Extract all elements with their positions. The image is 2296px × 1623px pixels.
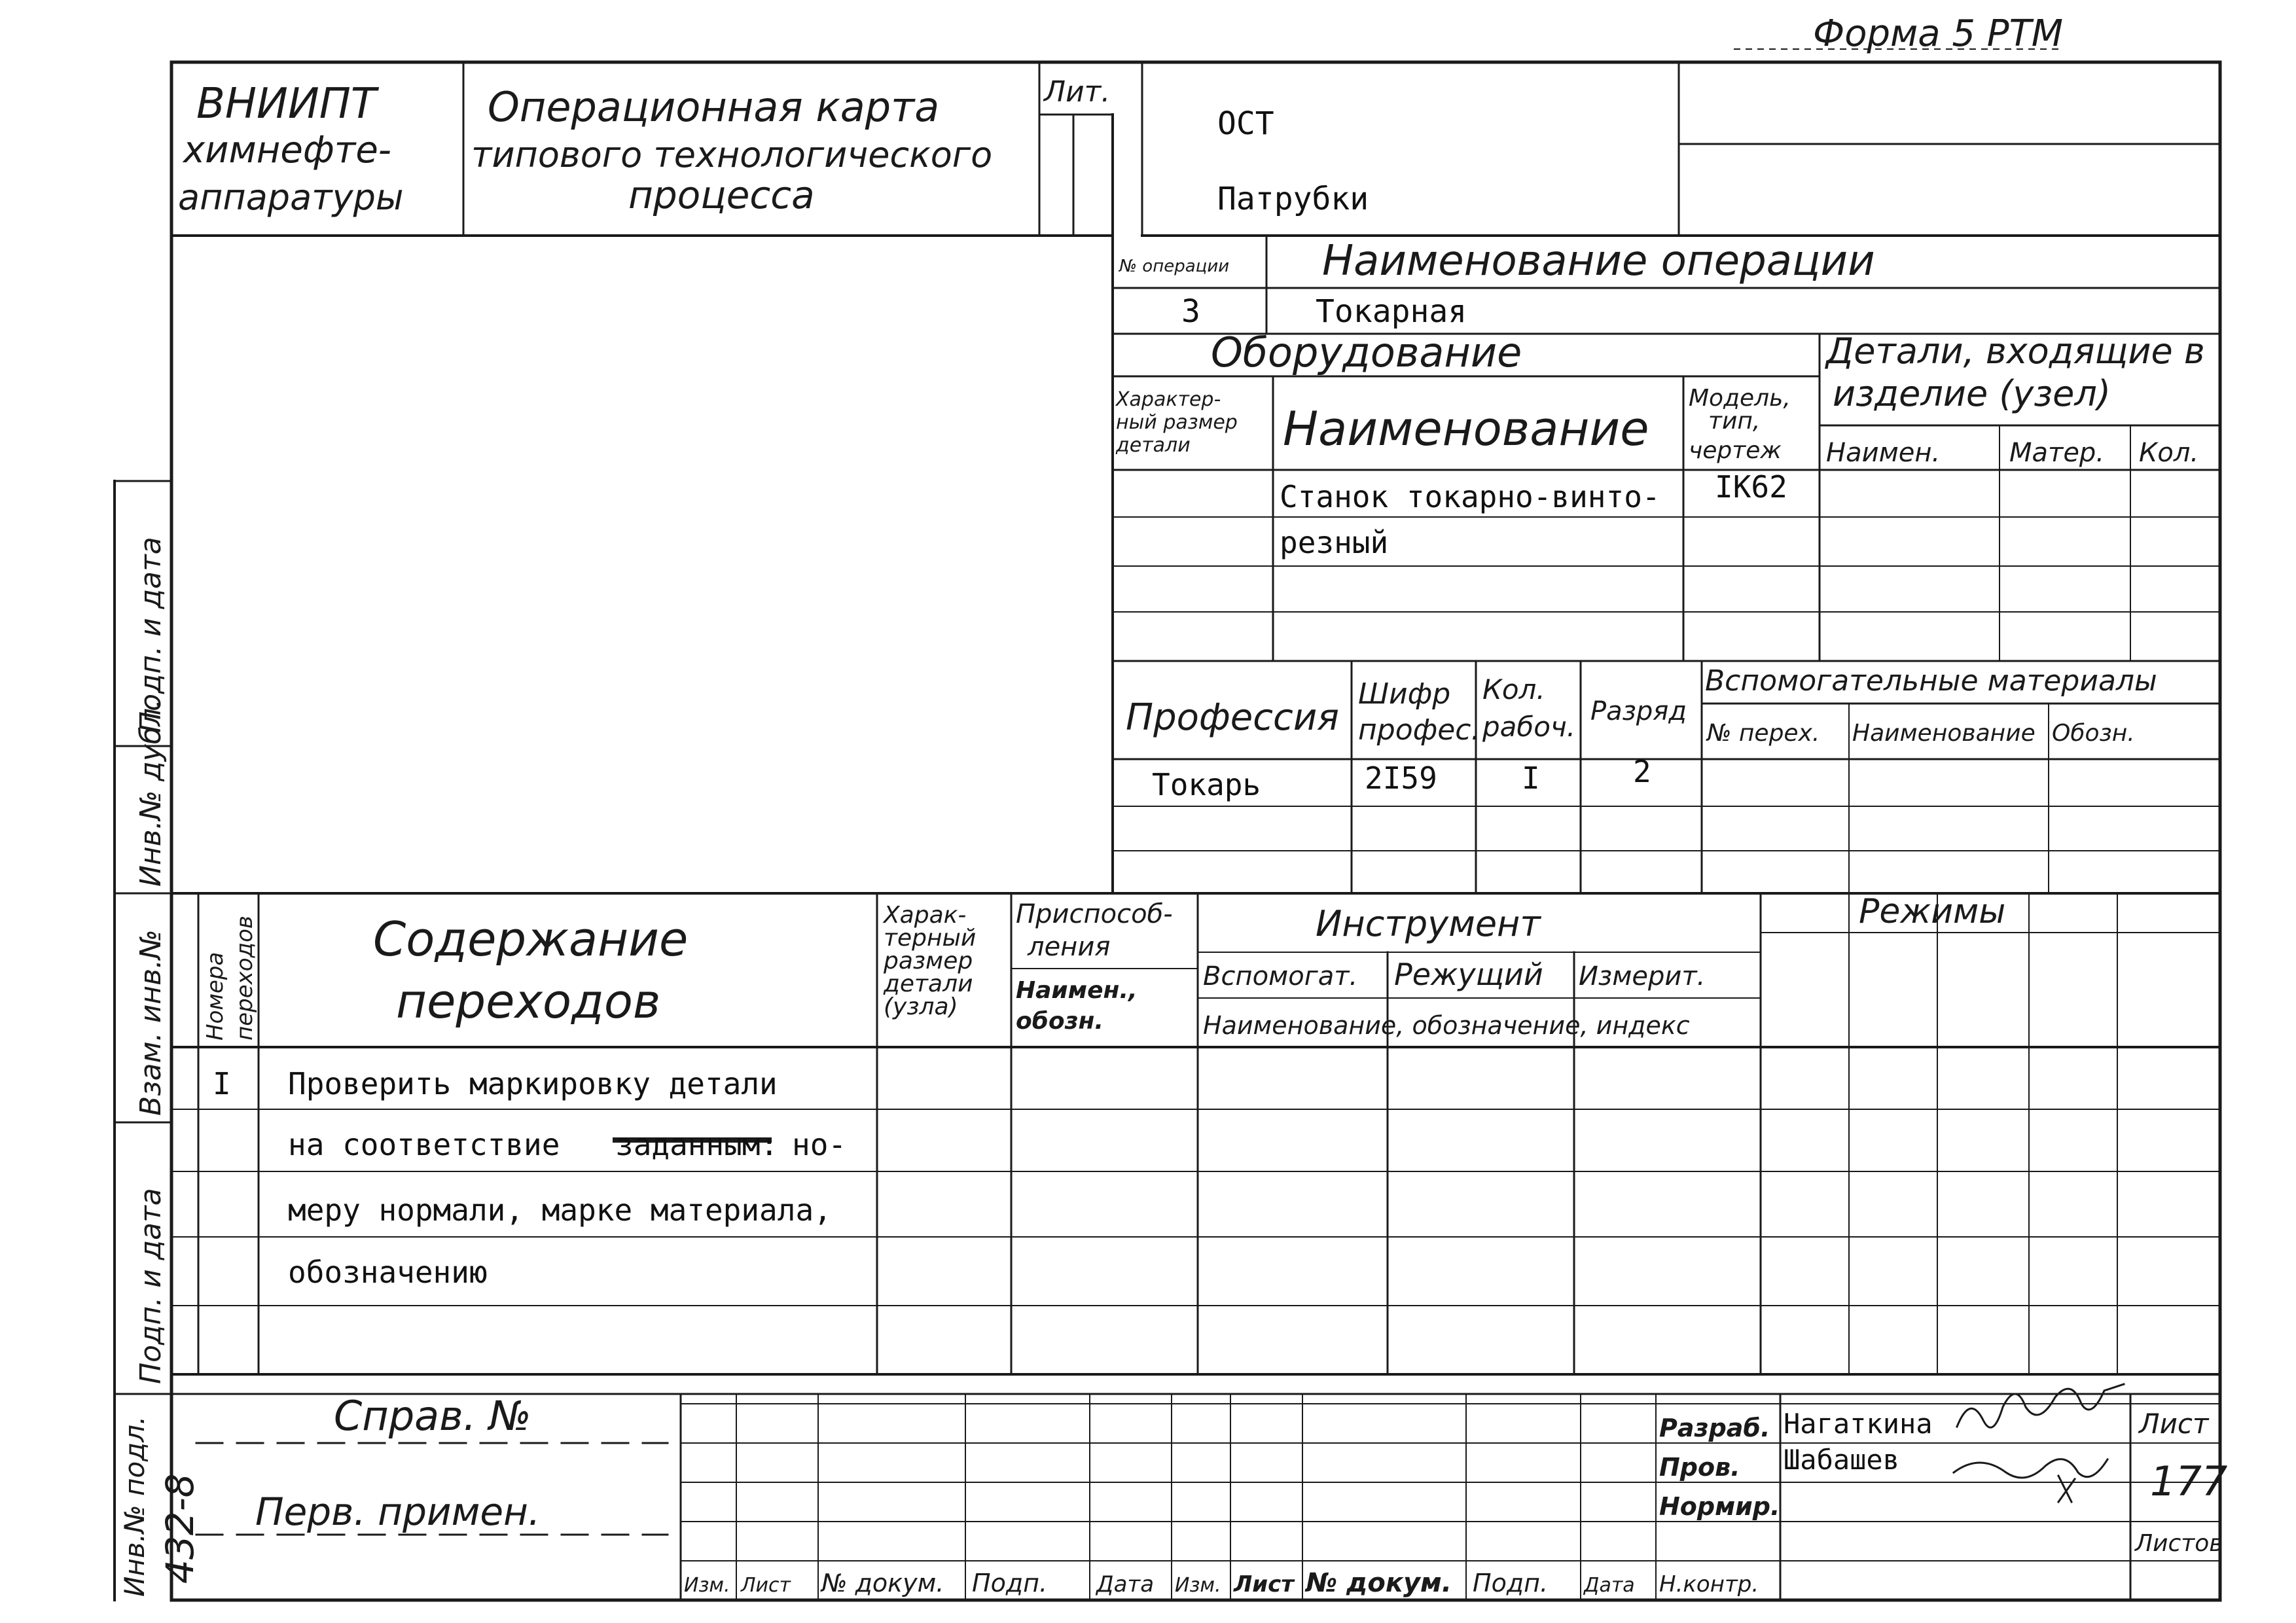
parts-col-name: Наимен. [1826,438,1941,468]
side-inventory-number: 432-8 [158,1473,202,1584]
developer-name: Нагаткина [1784,1408,1933,1440]
org-line-1: ВНИИПТ [196,80,376,128]
tool-aux-header: Вспомогат. [1203,961,1358,991]
size-header-5: (узла) [884,993,958,1020]
footer-col-sign-2: Подп. [1473,1569,1549,1597]
count-header-2: рабоч. [1482,711,1576,743]
side-label-sign-date-1: Подп. и дата [134,537,168,733]
footer-col-list-2: Лист [1234,1571,1294,1597]
tool-cut-header: Режущий [1394,957,1543,992]
count-value: I [1522,760,1540,796]
fixture-header-2: ления [1028,932,1111,962]
fixture-header-1: Приспособ- [1016,899,1173,929]
org-line-3: аппаратуры [178,177,404,218]
footer-col-doc-2: № докум. [1306,1568,1452,1598]
card-title-line-3: процесса [628,173,815,217]
aux-col-num: № перех. [1707,720,1820,747]
footer-col-sign-1: Подп. [972,1569,1048,1597]
equipment-model: IK62 [1715,469,1787,505]
checker-name: Шабашев [1784,1444,1900,1476]
footer-col-izm-1: Изм. [684,1574,730,1597]
side-label-replace-inv: Взам. инв.№ [134,929,168,1116]
transition-text-crossed: заданным: [615,1127,779,1162]
side-label-orig-inv: Инв.№ подл. [118,1416,151,1597]
size-header-1: Харак- [884,902,967,929]
parts-title-2: изделие (узел) [1833,373,2111,414]
transition-num-header-1: Номера [202,952,228,1041]
code-header-2: профес. [1358,713,1480,747]
role-checker: Пров. [1659,1453,1740,1482]
sheet-number: 177 [2150,1457,2228,1505]
transition-text-line-2-end: но- [792,1127,847,1162]
equipment-model-header-2: тип, [1708,408,1761,435]
equipment-model-header-1: Модель, [1689,385,1791,412]
side-label-dup-inv: Инв.№ дубл. [134,698,168,887]
transition-text-line-3: меру нормали, марке материала, [288,1192,832,1228]
tool-header: Инструмент [1316,903,1541,944]
checker-signature [1954,1459,2108,1478]
equipment-name-header: Наименование [1283,401,1649,456]
aux-col-name: Наименование [1852,720,2036,747]
transition-content-header-1: Содержание [373,912,689,967]
fixture-sub-1: Наимен., [1016,977,1138,1004]
footer-col-date-1: Дата [1096,1571,1155,1597]
footer-col-izm-2: Изм. [1175,1574,1221,1597]
grade-header: Разряд [1590,696,1687,726]
sprav-label: Справ. № [334,1392,531,1440]
equipment-name-line-2: резный [1280,525,1389,560]
form-label: Форма 5 РТМ [1813,12,2064,55]
side-label-sign-date-2: Подп. и дата [134,1188,168,1384]
equipment-title: Оборудование [1211,329,1522,376]
aux-col-code: Обозн. [2052,720,2135,747]
transition-num-header-2: переходов [232,916,258,1041]
equipment-name-line-1: Станок токарно-винто- [1280,479,1660,514]
transition-text-line-1: Проверить маркировку детали [288,1066,778,1101]
perv-label: Перв. примен. [255,1489,541,1534]
grade-value: 2 [1633,754,1651,789]
footer-col-doc-1: № докум. [821,1569,944,1597]
transition-text-line-2: на соответствие [288,1127,560,1162]
parts-col-material: Матер. [2009,438,2105,468]
parts-col-qty: Кол. [2139,438,2199,468]
tool-meas-header: Измерит. [1579,961,1706,991]
count-header-1: Кол. [1482,673,1545,705]
operation-name-header: Наименование операции [1322,237,1875,285]
sheet-label: Лист [2139,1408,2209,1440]
equipment-size-header-1: Характер- [1116,388,1221,411]
code-value: 2I59 [1365,760,1437,796]
sheets-label: Листов [2135,1530,2223,1557]
developer-signature [1957,1384,2124,1427]
card-title-line-1: Операционная карта [488,83,940,131]
transition-content-header-2: переходов [396,974,661,1029]
role-developer: Разраб. [1659,1414,1770,1442]
size-header-4: детали [884,971,973,997]
size-header-3: размер [884,948,973,974]
equipment-size-header-3: детали [1116,434,1191,457]
parts-title-1: Детали, входящие в [1826,330,2205,372]
code-header-1: Шифр [1358,677,1451,711]
equipment-size-header-2: ный размер [1116,411,1238,434]
card-title-line-2: типового технологического [471,134,993,175]
transition-text-line-4: обозначению [288,1255,488,1290]
lit-label: Лит. [1044,75,1111,109]
profession-value: Токарь [1152,767,1261,802]
aux-materials-title: Вспомогательные материалы [1705,664,2157,698]
operation-number: 3 [1181,293,1200,330]
org-line-2: химнефте- [183,129,392,171]
fixture-sub-2: обозн. [1016,1008,1104,1035]
product-name: Патрубки [1217,181,1369,217]
role-norm-control: Н.контр. [1659,1571,1759,1597]
role-normalizer: Нормир. [1659,1492,1780,1521]
operation-number-label: № операции [1119,257,1230,276]
profession-header: Профессия [1126,696,1339,739]
standard-code: ОСТ [1217,105,1274,142]
footer-col-date-2: Дата [1584,1574,1635,1597]
modes-header: Режимы [1859,892,2006,931]
operation-name: Токарная [1316,293,1467,330]
footer-col-list-1: Лист [741,1574,791,1597]
transition-row-number: I [213,1066,231,1101]
size-header-2: терный [884,925,977,952]
tool-sub-header: Наименование, обозначение, индекс [1203,1011,1690,1040]
equipment-model-header-3: чертеж [1689,437,1782,464]
